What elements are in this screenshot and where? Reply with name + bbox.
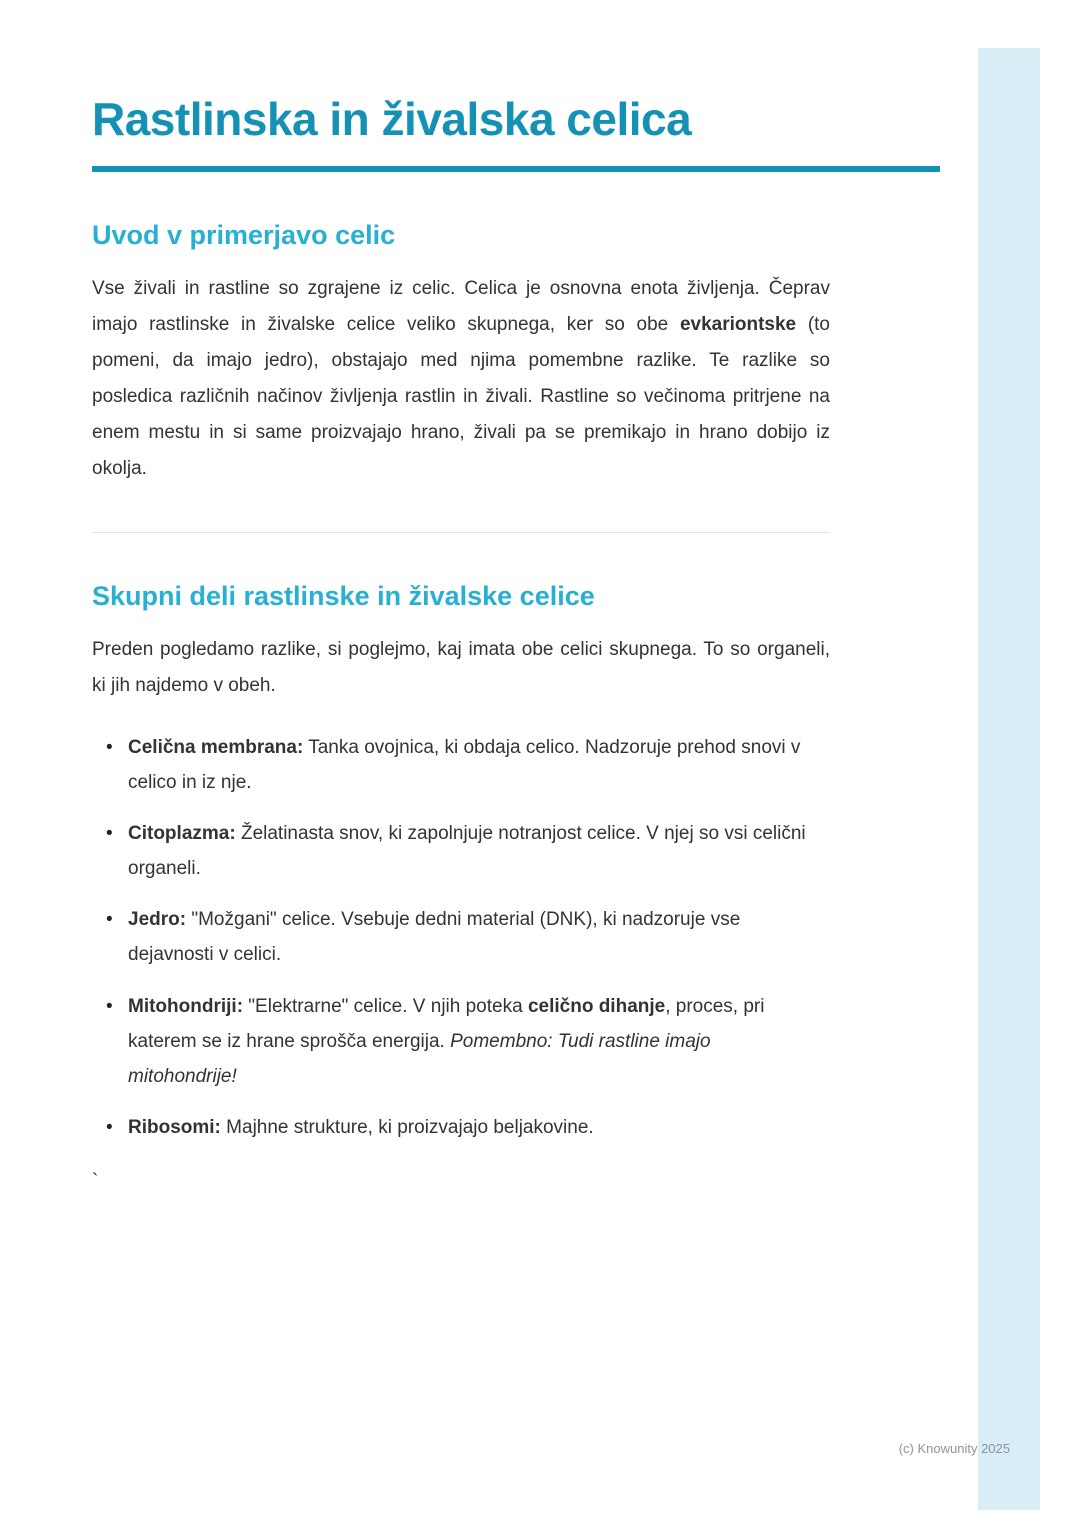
bullet-item-ribosomes	[106, 1110, 816, 1145]
bullet-item-nucleus	[106, 902, 816, 972]
section-heading-common: Skupni deli rastlinske in živalske celice	[92, 580, 595, 611]
intro-paragraph-pre: Vse živali in rastline so zgrajene iz celic. Celica je osnovna enota življenja. Čeprav imajo rastlinske in živalske celice veliko skupnega, ker so obe	[92, 278, 830, 336]
bullet-lead: Ribosomi:	[128, 1117, 221, 1139]
common-paragraph: Preden pogledamo razlike, si poglejmo, kaj imata obe celici skupnega. To so organeli, ki jih najdemo v obeh.	[92, 638, 830, 696]
section-heading-intro: Uvod v primerjavo celic	[92, 220, 396, 250]
title-rule	[92, 166, 940, 172]
bullet-text: "Možgani" celice. Vsebuje dedni material (DNK), ki nadzoruje vse dejavnosti v celici.	[128, 909, 741, 966]
side-stripe	[978, 48, 1040, 1510]
bullet-lead: Celična membrana:	[128, 736, 304, 758]
document-page	[92, 92, 852, 1193]
bullet-lead: Citoplazma:	[128, 823, 236, 845]
bullet-item-membrane	[106, 730, 816, 800]
bullet-bold-term: celično dihanje	[527, 995, 666, 1017]
section-divider	[92, 532, 830, 533]
bullet-item-mitochondria	[106, 989, 816, 1094]
footer-credit: (c) Knowunity 2025	[898, 1441, 1010, 1456]
bullet-text-mid: , proces, pri katerem se iz hrane sprošča energija.	[128, 995, 765, 1052]
bullet-italic-note: Pomembno: Tudi rastline imajo mitohondrije!	[128, 1030, 711, 1087]
bullet-text: Majhne strukture, ki proizvajajo beljakovine.	[220, 1117, 594, 1139]
page-title: Rastlinska in živalska celica	[92, 93, 692, 145]
intro-paragraph	[92, 271, 830, 488]
bullet-lead: Mitohondriji:	[128, 995, 244, 1017]
bullet-text: Želatinasta snov, ki zapolnjuje notranjost celice. V njej so vsi celični organeli.	[128, 823, 806, 880]
bullet-text-pre: "Elektrarne" celice. V njih poteka	[243, 995, 528, 1017]
bullet-lead: Jedro:	[128, 909, 187, 931]
intro-paragraph-post: (to pomeni, da imajo jedro), obstajajo med njima pomembne razlike. Te razlike so posledica različnih načinov življenja rastlin in živali. Rastline so večinoma pritrjene na enem mestu in si same proizvajajo hrano, živali pa se premikajo in hrano dobijo iz okolja.	[92, 314, 830, 480]
bullet-list	[92, 730, 816, 1145]
intro-paragraph-bold: evkariontske	[679, 314, 797, 336]
bullet-text: Tanka ovojnica, ki obdaja celico. Nadzoruje prehod snovi v celico in iz nje.	[128, 736, 801, 793]
bullet-item-cytoplasm	[106, 816, 816, 886]
stray-backtick: `	[92, 1171, 99, 1193]
